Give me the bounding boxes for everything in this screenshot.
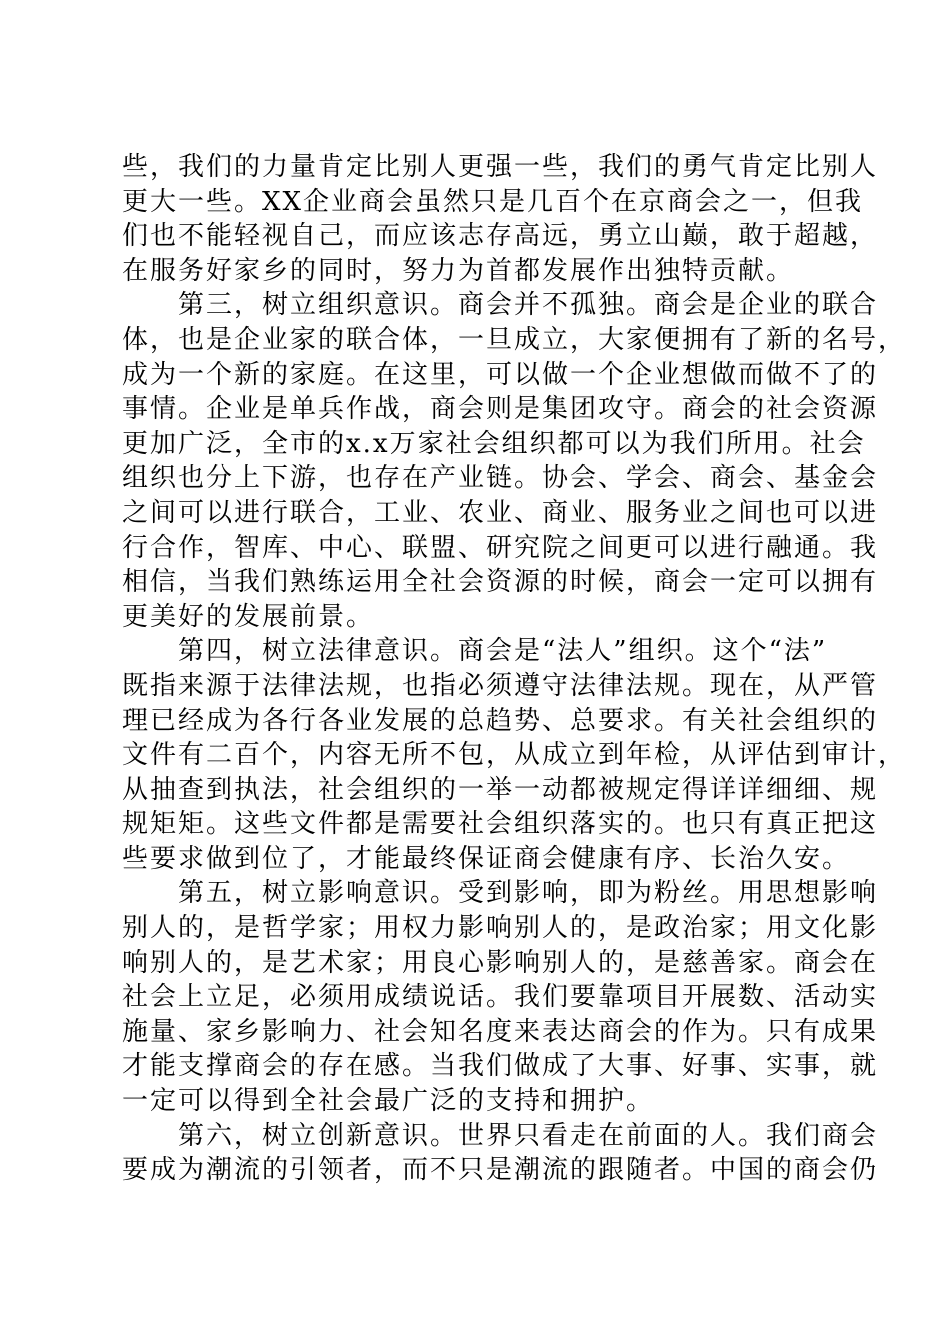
text-line: 些，我们的力量肯定比别人更强一些，我们的勇气肯定比别人: [122, 152, 879, 182]
paragraph-first-line: 第四，树立法律意识。商会是“法人”组织。这个“法”: [178, 636, 828, 667]
text-line: 既指来源于法律法规，也指必须遵守法律法规。现在，从严管: [122, 670, 879, 701]
paragraph-first-line: 第三，树立组织意识。商会并不孤独。商会是企业的联合: [178, 290, 879, 321]
text-line: 之间可以进行联合，工业、农业、商业、服务业之间也可以进: [122, 497, 879, 528]
body-text: [122, 150, 907, 1188]
text-line: 体，也是企业家的联合体，一旦成立，大家便拥有了新的名号，: [122, 324, 907, 355]
text-line: 规矩矩。这些文件都是需要社会组织落实的。也只有真正把这: [122, 809, 879, 840]
text-line: 别人的，是哲学家；用权力影响别人的，是政治家；用文化影: [122, 913, 879, 944]
text-line: 理已经成为各行各业发展的总趋势、总要求。有关社会组织的: [122, 705, 879, 736]
text-line: 响别人的，是艺术家；用良心影响别人的，是慈善家。商会在: [122, 947, 879, 978]
paragraph-first-line: 第六，树立创新意识。世界只看走在前面的人。我们商会: [178, 1120, 879, 1151]
text-line: 们也不能轻视自己，而应该志存高远，勇立山巅，敢于超越，: [122, 221, 879, 252]
text-line: 要成为潮流的引领者，而不只是潮流的跟随者。中国的商会仍: [122, 1155, 879, 1186]
text-line: 施量、家乡影响力、社会知名度来表达商会的作为。只有成果: [122, 1016, 879, 1047]
text-line: 更加广泛，全市的x.x万家社会组织都可以为我们所用。社会: [122, 428, 866, 459]
text-line: 从抽查到执法，社会组织的一举一动都被规定得详详细细、规: [122, 774, 879, 805]
text-line: 事情。企业是单兵作战，商会则是集团攻守。商会的社会资源: [122, 394, 879, 425]
text-line: 社会上立足，必须用成绩说话。我们要靠项目开展数、活动实: [122, 982, 879, 1013]
text-line: 些要求做到位了，才能最终保证商会健康有序、长治久安。: [122, 843, 851, 874]
text-line: 在服务好家乡的同时，努力为首都发展作出独特贡献。: [122, 255, 795, 286]
paragraph-first-line: 第五，树立影响意识。受到影响，即为粉丝。用思想影响: [178, 878, 879, 909]
text-line: 行合作，智库、中心、联盟、研究院之间更可以进行融通。我: [122, 532, 879, 563]
text-line: 文件有二百个，内容无所不包，从成立到年检，从评估到审计，: [122, 740, 907, 771]
text-line: 更大一些。XX企业商会虽然只是几百个在京商会之一，但我: [122, 186, 864, 217]
text-line: 成为一个新的家庭。在这里，可以做一个企业想做而做不了的: [122, 359, 879, 390]
text-line: 组织也分上下游，也存在产业链。协会、学会、商会、基金会: [122, 463, 879, 494]
text-line: 相信，当我们熟练运用全社会资源的时候，商会一定可以拥有: [122, 567, 879, 598]
text-line: 才能支撑商会的存在感。当我们做成了大事、好事、实事，就: [122, 1051, 879, 1082]
text-line: 更美好的发展前景。: [122, 601, 375, 632]
text-line: 一定可以得到全社会最广泛的支持和拥护。: [122, 1086, 655, 1117]
